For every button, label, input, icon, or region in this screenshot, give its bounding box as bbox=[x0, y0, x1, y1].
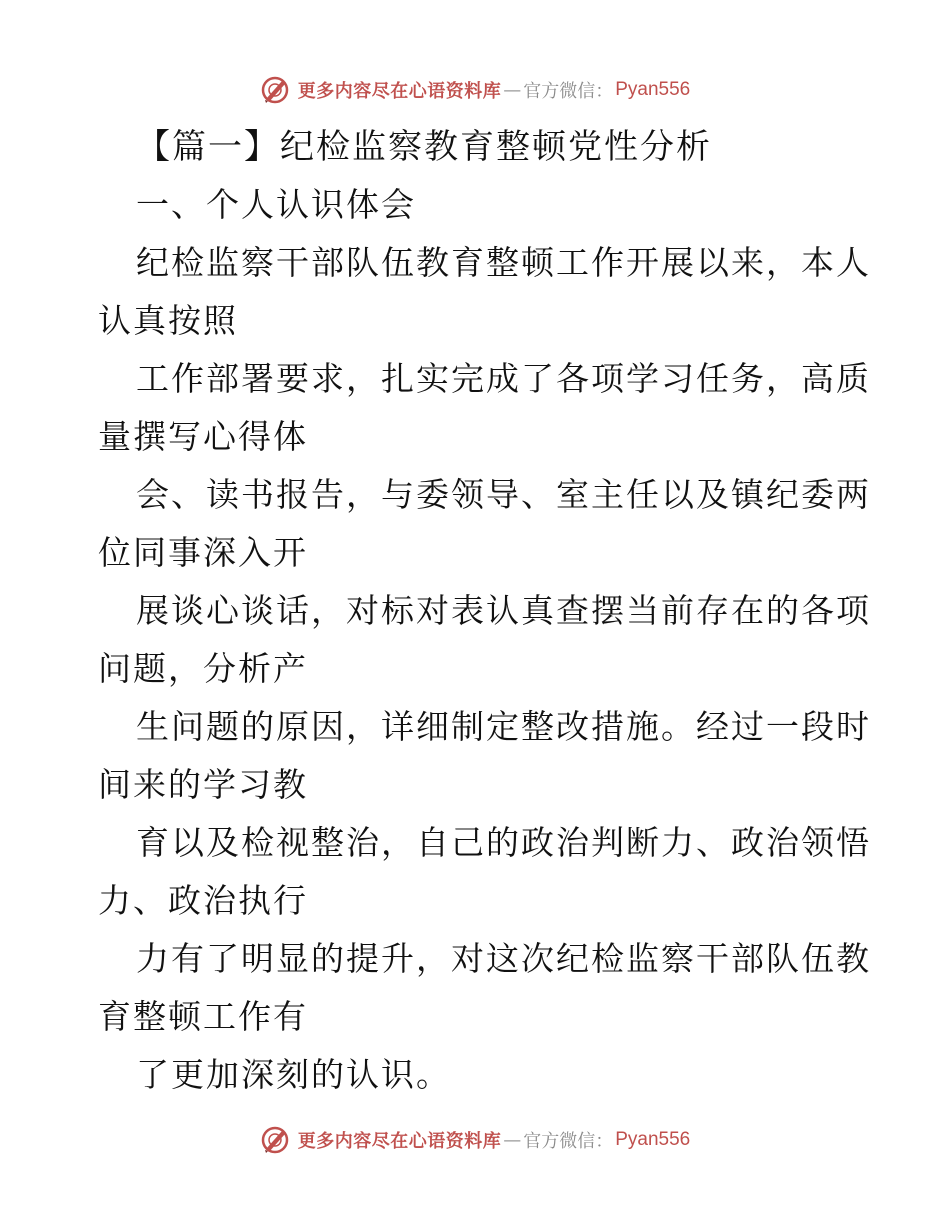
watermark-label: 官方微信： bbox=[523, 81, 614, 102]
paragraph-line: 认真按照 bbox=[98, 301, 238, 340]
paragraph-line: 育以及检视整治，自己的政治判断力、政治领悟 bbox=[136, 823, 871, 862]
watermark-brand: 更多内容尽在心语资料库 bbox=[297, 81, 502, 102]
document-body bbox=[98, 118, 871, 1104]
watermark-handle: Pyan556 bbox=[615, 79, 691, 100]
watermark-handle: Pyan556 bbox=[615, 1129, 691, 1150]
paragraph-line: 间来的学习教 bbox=[98, 765, 308, 804]
paragraph-line: 纪检监察干部队伍教育整顿工作开展以来，本人 bbox=[136, 243, 871, 282]
watermark-brand: 更多内容尽在心语资料库 bbox=[297, 1131, 502, 1152]
pen-circle-logo-icon bbox=[260, 75, 290, 105]
paragraph-lines bbox=[98, 234, 871, 1104]
watermark-dash: — bbox=[503, 79, 522, 101]
document-title: 【篇一】纪检监察教育整顿党性分析 bbox=[136, 127, 712, 167]
watermark-label: 官方微信： bbox=[523, 1131, 614, 1152]
paragraph-line: 生问题的原因，详细制定整改措施。经过一段时 bbox=[136, 707, 871, 746]
pen-circle-logo-icon bbox=[260, 1125, 290, 1155]
paragraph-line: 力、政治执行 bbox=[98, 881, 308, 920]
paragraph-line: 了更加深刻的认识。 bbox=[136, 1055, 451, 1094]
paragraph-line: 工作部署要求，扎实完成了各项学习任务，高质 bbox=[136, 359, 871, 398]
section-heading: 一、个人认识体会 bbox=[136, 185, 416, 224]
paragraph-line: 位同事深入开 bbox=[98, 533, 308, 572]
footer-watermark bbox=[0, 1120, 950, 1160]
watermark-dash: — bbox=[503, 1129, 522, 1151]
paragraph-line: 问题，分析产 bbox=[98, 649, 308, 688]
paragraph-line: 展谈心谈话，对标对表认真查摆当前存在的各项 bbox=[136, 591, 871, 630]
paragraph-line: 量撰写心得体 bbox=[98, 417, 308, 456]
paragraph-line: 力有了明显的提升，对这次纪检监察干部队伍教 bbox=[136, 939, 871, 978]
paragraph-line: 育整顿工作有 bbox=[98, 997, 308, 1036]
paragraph-line: 会、读书报告，与委领导、室主任以及镇纪委两 bbox=[136, 475, 871, 514]
header-watermark bbox=[0, 70, 950, 110]
